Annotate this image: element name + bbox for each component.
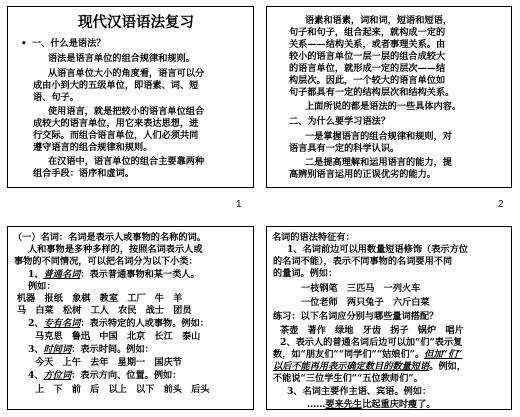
text-line: 1、名词前边可以用数量短语修饰（表示方位 [287, 244, 468, 255]
item-number: 1、 [28, 269, 44, 280]
slide-title: 现代汉语语法复习 [78, 14, 194, 31]
text-segment: 比起重庆时瘦了。 [362, 399, 436, 410]
text-line: 的名词不能），表示不同事物的名词要用不同 [273, 256, 453, 267]
slide-3 [7, 226, 254, 410]
emphasized-text: 但加“们” [424, 349, 463, 360]
example-line: 一枝钢笔 三匹马 一列火车 [301, 283, 421, 294]
text-line: 语言具有一定的科学认识。 [289, 143, 400, 154]
page-number-1: 1 [236, 199, 242, 210]
section-heading: 一、什么是语法？ [32, 38, 106, 49]
item-number: 3、 [28, 344, 44, 355]
item-text: ：表示普通事物和某一类人。 [80, 269, 200, 280]
text-line: 行交际。而组合语言单位，人们必须共同 [33, 130, 199, 141]
example-line: 马 白菜 松树 工人 农民 战士 团员 [17, 305, 192, 316]
text-line: 的量词。例如： [273, 268, 338, 279]
section-heading: （一）名词：名词是表示人或事物的名称的词。 [13, 232, 206, 243]
exercise-heading: 练习：以下名词应分别与哪些量词搭配？ [273, 311, 439, 322]
item-text: ：表示方向、位置。例如： [71, 370, 182, 381]
text-line: 语法是语言单位的组合规律和规则。 [48, 53, 195, 64]
text-line: 的语言单位，就形成一定的层次——结 [289, 63, 446, 74]
example-line: 一位老师 两只兔子 六斤白菜 [301, 297, 430, 308]
text-line: 较小的语言单位一层一层的组合成较大 [289, 51, 446, 62]
term: 专有名词 [43, 318, 81, 329]
example-line [307, 399, 436, 410]
text-line [28, 269, 200, 280]
text-line: 3、名词主要作主语、宾语。例如： [287, 386, 432, 397]
ellipsis: …… [307, 399, 326, 410]
text-line: 一是掌握语言的组合规律和规则，对 [305, 131, 452, 142]
text-line: 语素和语素，词和词，短语和短语， [305, 15, 452, 26]
text-line [273, 361, 466, 372]
emphasized-text: 以后不能再用表示确定数目的数量短语 [273, 361, 430, 372]
text-line: 成较大的语言单位，用它来表达思想，进 [33, 118, 199, 129]
text-line: 语、句子。 [33, 92, 79, 103]
example-line: 机器 报纸 象棋 教室 工厂 牛 羊 [17, 293, 183, 304]
text-line [273, 349, 462, 360]
text-line [28, 318, 209, 329]
example-line: 茶壶 著作 绿地 牙齿 拐子 锅炉 唱片 [280, 325, 464, 336]
text-line: 句子都具有一定的结构层次和结构关系。 [289, 87, 455, 98]
text-segment: 数，如“朋友们”“同学们”“姑娘们”。 [273, 349, 425, 360]
text-line: 使用语言，就是把较小的语言单位组合 [48, 106, 205, 117]
item-text: ：表示时间。例如： [71, 344, 154, 355]
text-line: 不能说“三位学生们”“五位教师们”。 [273, 373, 423, 384]
text-line: 遵守语言的组合规律和规则。 [33, 142, 153, 153]
bullet-icon: • [21, 39, 27, 49]
text-line: 人和事物是多种多样的，按照名词表示人或 [28, 244, 203, 255]
text-line: 组合手段：语序和虚词。 [33, 168, 135, 179]
text-line: 在汉语中，语言单位的组合主要靠两种 [48, 156, 205, 167]
slide-2 [266, 6, 512, 188]
item-number: 2、 [28, 318, 44, 329]
text-line: 关系——结构关系，或者事理关系。由 [289, 39, 446, 50]
text-line: 例如： [28, 281, 56, 292]
section-heading: 名词的语法特征有： [272, 232, 355, 243]
emphasized-text: 要来先生 [325, 399, 363, 410]
term: 普通名词 [43, 269, 81, 280]
text-line: 2、表示人的普通名词后边可以加“们”表示复 [280, 337, 463, 348]
text-line [28, 370, 181, 381]
example-line: 今天 上午 去年 星期一 国庆节 [35, 357, 182, 368]
item-number: 4、 [28, 370, 44, 381]
text-line: 句子和句子，组合起来，就构成一定的 [289, 27, 446, 38]
term: 方位词 [43, 370, 72, 381]
page-number-2: 2 [498, 199, 504, 210]
term: 时间词 [43, 344, 72, 355]
slide-4 [266, 226, 512, 410]
text-line: 从语言单位大小的角度看，语言可以分 [48, 68, 205, 79]
item-text: ：表示特定的人或事物。例如： [80, 318, 209, 329]
example-line: 马克思 鲁迅 中国 北京 长江 泰山 [35, 331, 201, 342]
section-heading: 二、为什么要学习语法？ [289, 116, 391, 127]
text-line: 高辨别语言运用的正误优劣的能力。 [289, 169, 436, 180]
text-line: 事物的不同情况，可以把名词分为以下小类： [14, 256, 198, 267]
text-line: 构层次。因此，一个较大的语言单位如 [289, 75, 446, 86]
text-line: 二是提高理解和运用语言的能力，提 [305, 157, 452, 168]
slide-1 [7, 6, 254, 188]
text-line [28, 344, 154, 355]
text-line: 成由小到大的五级单位，即语素、词、短 [33, 80, 199, 91]
example-line: 上 下 前 后 以上 以下 前头 后头 [35, 384, 210, 395]
text-line: 上面所说的都是语法的一些具体内容。 [305, 101, 462, 112]
text-segment: 。例如， [429, 361, 466, 372]
